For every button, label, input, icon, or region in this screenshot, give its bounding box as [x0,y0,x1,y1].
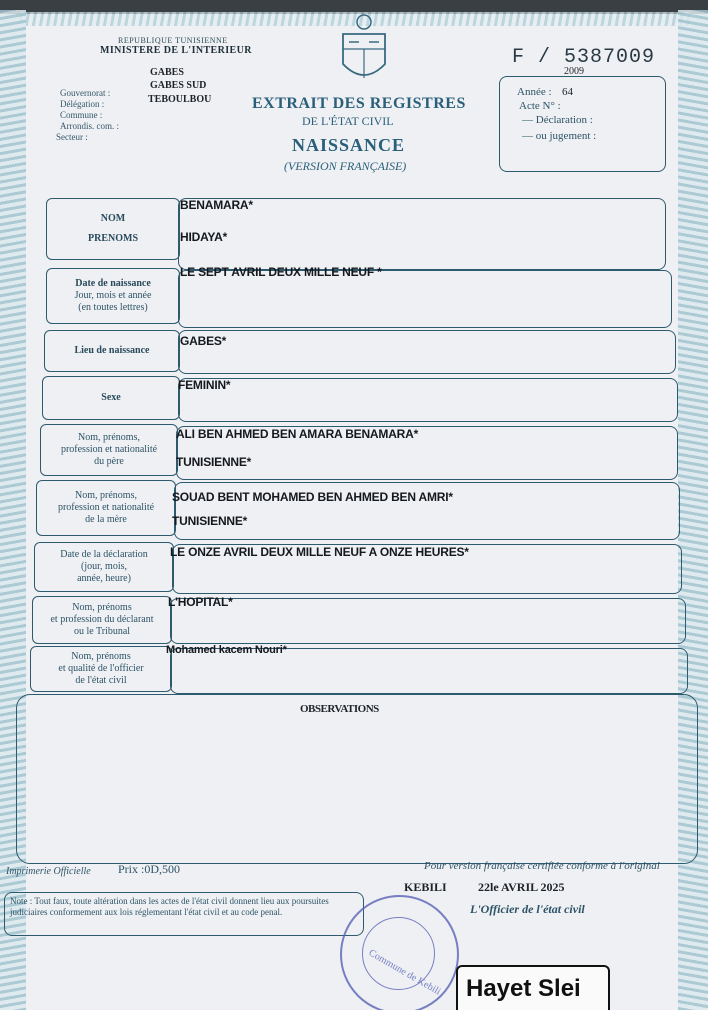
serial-number: F / 5387009 [512,46,656,69]
document-title: NAISSANCE [292,135,406,155]
declaration-date-label-2: (jour, mois, [81,561,127,572]
declarant-box [170,598,686,644]
declaration-label: — Déclaration : [522,114,593,126]
observations-label: OBSERVATIONS [300,703,379,715]
certification-text: Pour version française certifiée conforme à l'original [424,860,660,872]
commune-value: TEBOULBOU [148,94,212,105]
officier-label-3: de l'état civil [75,675,127,686]
signature-text: Hayet Slei [466,975,581,1002]
delegation-value: GABES SUD [150,80,207,91]
sexe-value: FEMININ* [178,378,231,392]
pere-label-2: profession et nationalité [60,444,158,455]
city-value: KEBILI [404,880,447,894]
date-naissance-sublabel-2: (en toutes lettres) [78,302,148,313]
lieu-naissance-box [178,330,676,374]
declarant-label-3: ou le Tribunal [73,626,131,637]
lieu-naissance-value: GABES* [180,334,227,348]
commune-label: Commune : [60,110,103,120]
document-title-line1: EXTRAIT DES REGISTRES [252,95,466,112]
officier-value: Mohamed kacem Nouri* [166,644,287,656]
pere-label-box [40,424,178,476]
arrondissement-label: Arrondis. com. : [60,121,119,131]
declarant-label: Nom, prénoms [72,602,132,613]
mere-label-2: profession et nationalité [57,502,155,513]
declarant-value: L'HOPITAL* [168,595,233,609]
sexe-box [178,378,678,422]
secteur-label: Secteur : [56,132,88,142]
republic-label: REPUBLIQUE TUNISIENNE [118,36,228,45]
mere-label: Nom, prénoms, [75,490,137,501]
issue-date: 22le AVRIL 2025 [478,880,565,894]
ministry-label: MINISTERE DE L'INTERIEUR [100,45,252,56]
mere-label-box [36,480,176,536]
stamp-text: Commune de Kebili [366,947,443,998]
jugement-label: — ou jugement : [522,130,597,142]
document-title-line2: DE L'ÉTAT CIVIL [302,114,394,128]
pere-label-3: du père [94,456,124,467]
coat-of-arms-icon [335,12,393,88]
declaration-date-value: LE ONZE AVRIL DEUX MILLE NEUF A ONZE HEURES* [170,545,469,559]
nom-value: BENAMARA* [180,198,253,212]
nom-label: NOM [100,213,126,224]
nom-prenoms-label-box [46,198,180,260]
sexe-label: Sexe [101,392,121,403]
document-title-version: (VERSION FRANÇAISE) [284,159,407,173]
mere-value: SOUAD BENT MOHAMED BEN AHMED BEN AMRI* [172,490,453,504]
declarant-label-2: et profession du déclarant [50,614,154,625]
date-naissance-value: LE SEPT AVRIL DEUX MILLE NEUF * [180,265,382,279]
gouvernorat-label: Gouvernorat : [60,88,111,98]
official-stamp [340,895,459,1010]
prenoms-value: HIDAYA* [180,230,228,244]
signature-box [456,965,610,1010]
year-written: 2009 [564,66,584,77]
officier-label-2: et qualité de l'officier [58,663,144,674]
observations-box [16,694,698,864]
mere-nationalite-value: TUNISIENNE* [172,514,248,528]
date-naissance-sublabel: Jour, mois et année [74,290,152,301]
legal-note: Note : Tout faux, toute altération dans les actes de l'état civil donnent lieu aux poursuites judiciaires conformement aux lois réglementant l'état civil et au code penal. [4,892,364,936]
mere-label-3: de la mère [85,514,127,525]
year-label: Année : [517,86,552,98]
acte-label: Acte N° : [519,100,561,112]
delegation-label: Délégation : [60,99,105,109]
officier-signature-label: L'Officier de l'état civil [470,902,585,916]
lieu-naissance-label-box [44,330,180,372]
date-naissance-label: Date de naissance [75,278,151,289]
imprimerie-label: Imprimerie Officielle [6,866,91,877]
prenoms-label: PRENOMS [88,233,138,244]
pere-value: ALI BEN AHMED BEN AMARA BENAMARA* [176,427,419,441]
declarant-label-box [32,596,172,644]
gouvernorat-value: GABES [150,67,184,78]
date-naissance-label-box [46,268,180,324]
year-value: 64 [562,86,573,98]
officier-label-box [30,646,172,692]
sexe-label-box [42,376,180,420]
declaration-date-label-3: année, heure) [77,573,131,584]
officier-label: Nom, prénoms [71,651,131,662]
prix-label: Prix :0D,500 [118,862,181,876]
declaration-date-label: Date de la déclaration [60,549,148,560]
lieu-naissance-label: Lieu de naissance [74,345,150,356]
declaration-label-box [34,542,174,592]
pere-label: Nom, prénoms, [78,432,140,443]
pere-nationalite-value: TUNISIENNE* [176,455,252,469]
